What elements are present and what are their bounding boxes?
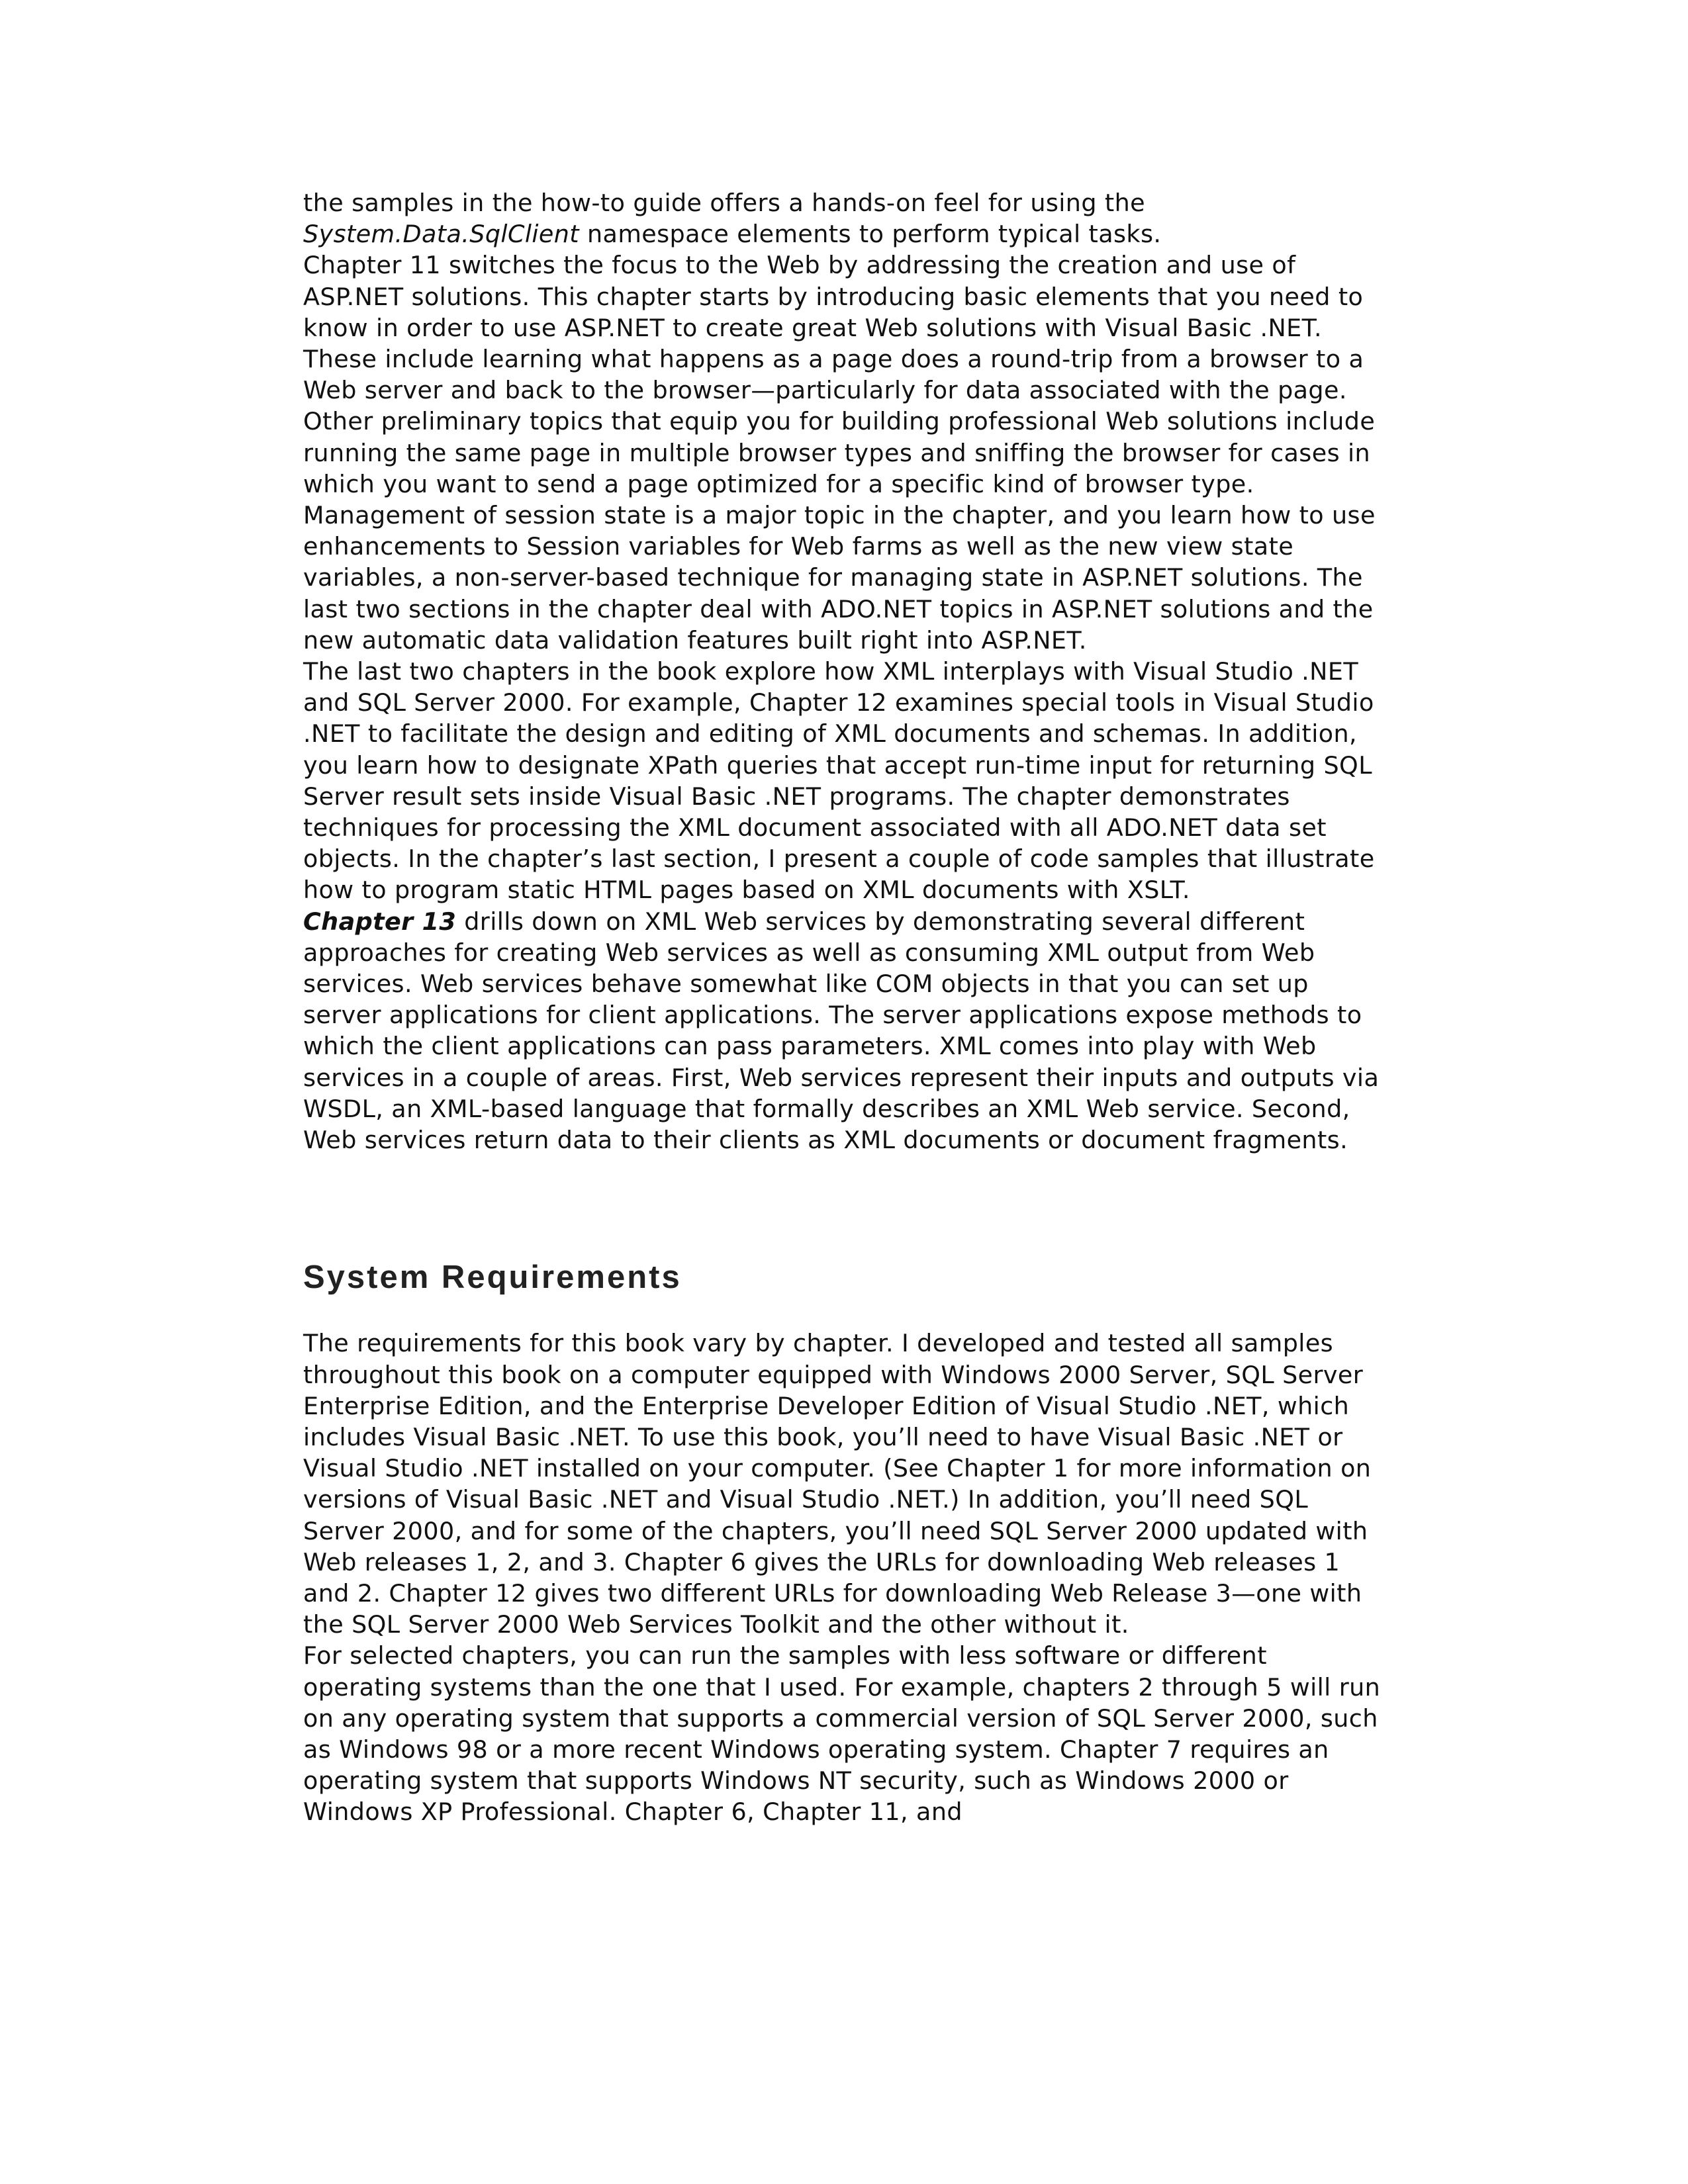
spacer — [303, 1297, 1389, 1328]
document-page — [303, 187, 1389, 1828]
chapter-12-paragraph: The last two chapters in the book explore how XML interplays with Visual Studio .NET and SQL Server 2000. For example, Chapter 12 examines special tools in Visual Studio .NET to facilitate the design and editing of XML documents and schemas. In addition, you learn how to designate XPath queries that accept run-time input for returning SQL Server result sets inside Visual Basic .NET programs. The chapter demonstrates techniques for processing the XML document associated with all ADO.NET data set objects. In the chapter’s last section, I present a couple of code samples that illustrate how to program static HTML pages based on XML documents with XSLT. — [303, 657, 1375, 905]
chapter-11-paragraph: Chapter 11 switches the focus to the Web by addressing the creation and use of ASP.NET solutions. This chapter starts by introducing basic elements that you need to know in order to use ASP.NET to create great Web solutions with Visual Basic .NET. These include learning what happens as a page does a round-trip from a browser to a Web server and back to the browser—particularly for data associated with the page. Other preliminary topics that equip you for building professional Web solutions include running the same page in multiple browser types and sniffing the browser for cases in which you want to send a page optimized for a specific kind of browser type. Management of session state is a major topic in the chapter, and you learn how to use enhancements to Session variables for Web farms as well as the new view state variables, a non-server-based technique for managing state in ASP.NET solutions. The last two sections in the chapter deal with ADO.NET topics in ASP.NET solutions and the new automatic data validation features built right into ASP.NET. — [303, 251, 1376, 655]
intro-paragraph — [303, 187, 1389, 250]
chapter-13-label: Chapter 13 — [303, 907, 457, 936]
requirements-paragraph-2: For selected chapters, you can run the samples with less software or different operating systems than the one that I used. For example, chapters 2 through 5 will run on any operating system that supports a commercial version of SQL Server 2000, such as Windows 98 or a more recent Windows operating system. Chapter 7 requires an operating system that supports Windows NT security, such as Windows 2000 or Windows XP Professional. Chapter 6, Chapter 11, and — [303, 1641, 1381, 1827]
namespace-name: System.Data.SqlClient — [303, 220, 580, 249]
section-heading: System Requirements — [303, 1259, 682, 1296]
intro-text-2: namespace elements to perform typical tasks. — [579, 220, 1162, 249]
chapter-13-paragraph — [303, 906, 1389, 1156]
chapter-13-text: drills down on XML Web services by demonstrating several different approaches for creating Web services as well as consuming XML output from Web services. Web services behave somewhat like COM objects in that you can set up server applications for client applications. The server applications expose methods to which the client applications can pass parameters. XML comes into play with Web services in a couple of areas. First, Web services represent their inputs and outputs via WSDL, an XML-based language that formally describes an XML Web service. Second, Web services return data to their clients as XML documents or document fragments. — [303, 907, 1380, 1155]
intro-text-1: the samples in the how-to guide offers a hands-on feel for using the — [303, 189, 1146, 217]
requirements-paragraph-1: The requirements for this book vary by chapter. I developed and tested all samples throughout this book on a computer equipped with Windows 2000 Server, SQL Server Enterprise Edition, and the Enterprise Developer Edition of Visual Studio .NET, which includes Visual Basic .NET. To use this book, you’ll need to have Visual Basic .NET or Visual Studio .NET installed on your computer. (See Chapter 1 for more information on versions of Visual Basic .NET and Visual Studio .NET.) In addition, you’ll need SQL Server 2000, and for some of the chapters, you’ll need SQL Server 2000 updated with Web releases 1, 2, and 3. Chapter 6 gives the URLs for downloading Web releases 1 and 2. Chapter 12 gives two different URLs for downloading Web Release 3—one with the SQL Server 2000 Web Services Toolkit and the other without it. — [303, 1329, 1372, 1639]
spacer — [303, 1156, 1389, 1257]
